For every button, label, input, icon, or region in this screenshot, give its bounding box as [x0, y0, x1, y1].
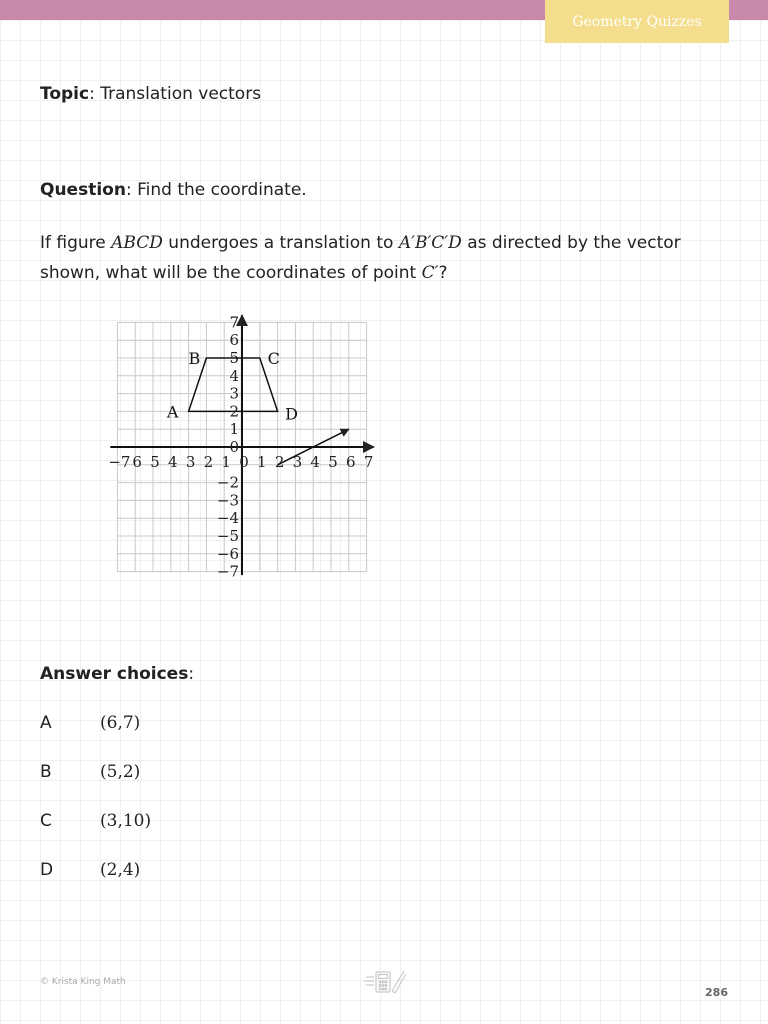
- x-tick-label: 3: [292, 453, 303, 471]
- y-tick-label: 2: [229, 402, 239, 421]
- answers-colon: :: [188, 664, 195, 684]
- answers-heading: [40, 664, 194, 684]
- x-tick-label: 7: [363, 453, 374, 471]
- topic-label: Topic: [40, 84, 90, 104]
- x-tick-label: 4: [168, 453, 178, 471]
- y-tick-label: −2: [216, 473, 239, 492]
- answers-label: Answer choices: [40, 664, 189, 684]
- topic-value: Translation vectors: [100, 84, 262, 104]
- y-tick-label: 7: [229, 313, 239, 332]
- x-tick-label: −7: [108, 453, 131, 471]
- coordinate-figure: [100, 312, 385, 582]
- y-tick-label: 4: [229, 366, 239, 385]
- vertex-label-c: C: [267, 349, 280, 368]
- question-prompt: [40, 228, 740, 288]
- y-tick-label: −5: [216, 527, 239, 545]
- question-line: [40, 180, 307, 200]
- topic-line: [40, 84, 261, 104]
- vertex-label-d: D: [285, 404, 299, 424]
- point-name: C′: [421, 263, 439, 283]
- x-tick-label: 5: [150, 453, 160, 471]
- x-tick-label: 6: [132, 453, 142, 471]
- vertex-label-a: A: [166, 402, 179, 422]
- choice-value: (6,7): [100, 713, 141, 733]
- choice-letter: D: [40, 860, 54, 880]
- y-tick-label: 3: [229, 384, 239, 403]
- footer-copyright: © Krista King Math: [40, 977, 126, 987]
- y-tick-label: 5: [229, 349, 239, 367]
- y-tick-label: −7: [216, 562, 239, 581]
- calculator-pencil-icon: [362, 966, 408, 996]
- x-tick-label: 2: [274, 453, 285, 471]
- choice-value: (5,2): [100, 762, 141, 782]
- x-tick-label: 1: [257, 453, 267, 471]
- x-tick-label: 5: [328, 453, 338, 471]
- x-tick-label: 4: [310, 453, 320, 471]
- image-name: A′B′C′D: [398, 233, 462, 253]
- y-tick-label: 6: [229, 331, 239, 350]
- y-tick-label: 0: [229, 438, 239, 456]
- page-number: 286: [705, 986, 728, 999]
- y-tick-label: 1: [229, 420, 239, 439]
- choice-value: (2,4): [100, 860, 141, 880]
- prompt-part-1: If figure: [40, 233, 112, 253]
- brand-tab: Geometry Quizzes: [545, 0, 729, 43]
- y-tick-label: −3: [216, 491, 239, 510]
- figure-name: ABCD: [111, 233, 163, 253]
- choice-value: (3,10): [100, 811, 152, 831]
- coordinate-plane: [100, 312, 385, 582]
- x-tick-label: 1: [221, 453, 231, 471]
- choice-letter: B: [40, 762, 52, 782]
- question-colon: :: [125, 180, 138, 200]
- x-tick-label: 2: [203, 453, 214, 471]
- question-value: Find the coordinate.: [137, 180, 307, 200]
- choice-letter: A: [40, 713, 52, 733]
- question-label: Question: [40, 180, 126, 200]
- choice-letter: C: [40, 811, 52, 831]
- x-tick-label: 6: [346, 453, 356, 471]
- prompt-end: ?: [438, 263, 448, 283]
- x-tick-label: 0: [239, 453, 249, 471]
- prompt-part-3: as directed by the vector shown, what will be the coordinates of point: [40, 233, 681, 283]
- x-tick-label: 3: [185, 453, 196, 471]
- prompt-part-2: undergoes a translation to: [162, 233, 399, 253]
- y-tick-label: −4: [216, 509, 239, 528]
- topic-colon: :: [89, 84, 101, 104]
- vertex-label-b: B: [188, 349, 201, 368]
- y-tick-label: −6: [216, 544, 239, 563]
